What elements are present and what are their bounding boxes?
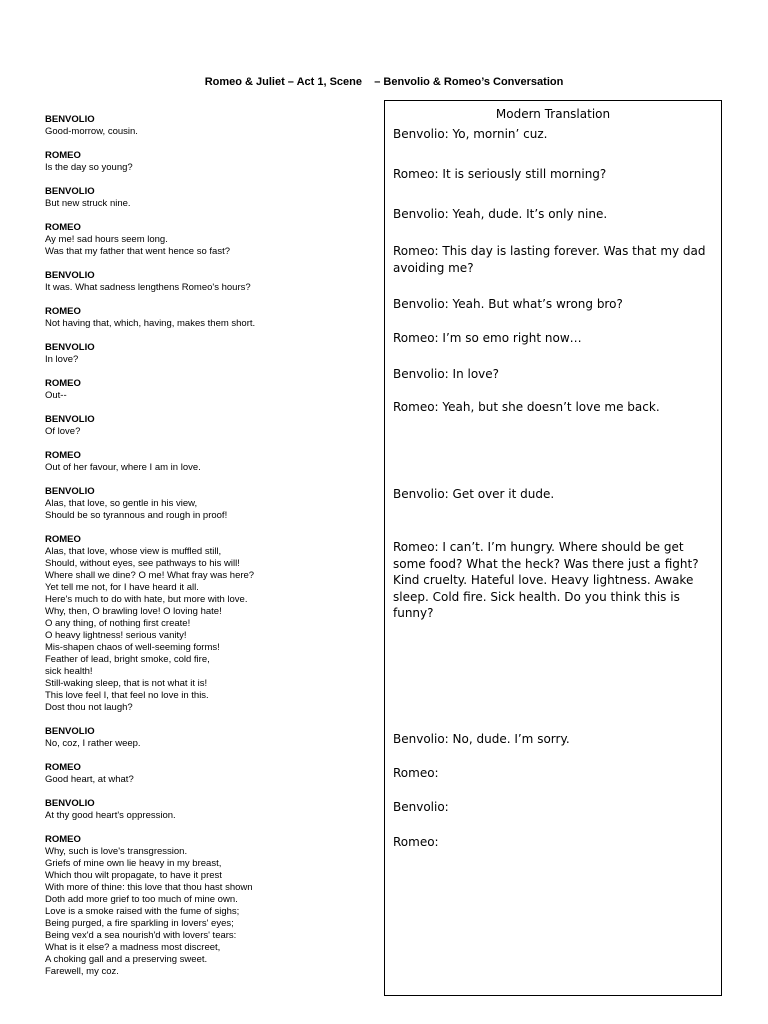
speech-block — [45, 534, 375, 714]
speech-line: Of love? — [45, 426, 81, 437]
speech-line: It was. What sadness lengthens Romeo's hours? — [45, 282, 251, 293]
translation-line: Romeo: — [393, 766, 439, 780]
speech-block — [45, 186, 375, 210]
title-part-1: Romeo & Juliet – Act 1, Scene — [204, 76, 362, 88]
translation-heading: Modern Translation — [495, 107, 611, 121]
speech-line: Out-- — [45, 390, 67, 401]
translation-line: Romeo: It is seriously still morning? — [393, 167, 607, 181]
speech-line: A choking gall and a preserving sweet. — [45, 954, 208, 965]
speaker-name: ROMEO — [45, 150, 81, 161]
speech-block — [45, 306, 375, 330]
speech-block — [45, 798, 375, 822]
speech-block — [45, 486, 375, 522]
speech-line: Griefs of mine own lie heavy in my breast, — [45, 858, 222, 869]
translation-line: Benvolio: — [393, 800, 449, 814]
speaker-name: BENVOLIO — [45, 114, 95, 125]
speech-line: Doth add more grief to too much of mine own. — [45, 894, 238, 905]
speech-line: Here's much to do with hate, but more with love. — [45, 594, 248, 605]
speech-line: Mis-shapen chaos of well-seeming forms! — [45, 642, 220, 653]
speech-line: Still-waking sleep, that is not what it is! — [45, 678, 208, 689]
speech-line: In love? — [45, 354, 79, 365]
speech-line: Being vex'd a sea nourish'd with lovers' tears: — [45, 930, 237, 941]
speaker-name: BENVOLIO — [45, 342, 95, 353]
speech-block — [45, 342, 375, 366]
speech-line: This love feel I, that feel no love in this. — [45, 690, 209, 701]
speech-line: Feather of lead, bright smoke, cold fire, — [45, 654, 210, 665]
speaker-name: BENVOLIO — [45, 726, 95, 737]
speaker-name: BENVOLIO — [45, 486, 95, 497]
speech-line: Should, without eyes, see pathways to his will! — [45, 558, 240, 569]
translation-line: Benvolio: No, dude. I’m sorry. — [393, 732, 570, 746]
speech-line: Alas, that love, so gentle in his view, — [45, 498, 198, 509]
translation-line: Romeo: — [393, 835, 439, 849]
speech-line: Good-morrow, cousin. — [45, 126, 138, 137]
speech-line: Love is a smoke raised with the fume of sighs; — [45, 906, 240, 917]
speech-block — [45, 150, 375, 174]
speech-block — [45, 762, 375, 786]
speech-line: O heavy lightness! serious vanity! — [45, 630, 187, 641]
speech-block — [45, 450, 375, 474]
speech-block — [45, 726, 375, 750]
speech-line: With more of thine: this love that thou hast shown — [45, 882, 253, 893]
speech-line: Which thou wilt propagate, to have it prest — [45, 870, 222, 881]
translation-line: Romeo: I’m so emo right now… — [393, 331, 582, 345]
speaker-name: ROMEO — [45, 378, 81, 389]
speech-block — [45, 414, 375, 438]
speech-line: At thy good heart's oppression. — [45, 810, 176, 821]
speech-line: Out of her favour, where I am in love. — [45, 462, 201, 473]
translation-line: Romeo: Yeah, but she doesn’t love me back. — [393, 400, 660, 414]
speech-line: Where shall we dine? O me! What fray was here? — [45, 570, 255, 581]
speech-line: Dost thou not laugh? — [45, 702, 133, 713]
speaker-name: BENVOLIO — [45, 270, 95, 281]
translation-line: Benvolio: Yeah, dude. It’s only nine. — [393, 207, 608, 221]
speaker-name: ROMEO — [45, 222, 81, 233]
speech-line: What is it else? a madness most discreet, — [45, 942, 221, 953]
speech-line: Was that my father that went hence so fast? — [45, 246, 230, 257]
speech-line: Farewell, my coz. — [45, 966, 119, 977]
speech-line: Why, then, O brawling love! O loving hate! — [45, 606, 222, 617]
translation-line: Benvolio: In love? — [393, 367, 500, 381]
speech-block — [45, 378, 375, 402]
speaker-name: ROMEO — [45, 762, 81, 773]
translation-line: Benvolio: Yo, mornin’ cuz. — [393, 127, 548, 141]
speech-line: Ay me! sad hours seem long. — [45, 234, 168, 245]
speaker-name: ROMEO — [45, 834, 81, 845]
speech-line: No, coz, I rather weep. — [45, 738, 141, 749]
speech-line: Good heart, at what? — [45, 774, 134, 785]
speech-line: Why, such is love's transgression. — [45, 846, 188, 857]
speech-line: O any thing, of nothing first create! — [45, 618, 191, 629]
speech-block — [45, 270, 375, 294]
speech-line: Is the day so young? — [45, 162, 133, 173]
translation-line: Benvolio: Yeah. But what’s wrong bro? — [393, 297, 623, 311]
speaker-name: BENVOLIO — [45, 798, 95, 809]
title-part-2: – Benvolio & Romeo’s Conversation — [374, 76, 564, 88]
speaker-name: ROMEO — [45, 450, 81, 461]
speaker-name: BENVOLIO — [45, 186, 95, 197]
speaker-name: ROMEO — [45, 534, 81, 545]
translation-line: Romeo: This day is lasting forever. Was that my dad avoiding me? — [393, 244, 706, 275]
document-title — [0, 76, 768, 88]
speech-line: Not having that, which, having, makes them short. — [45, 318, 256, 329]
speech-line: Should be so tyrannous and rough in proof! — [45, 510, 228, 521]
speech-line: sick health! — [45, 666, 93, 677]
original-text-column — [45, 114, 375, 990]
speaker-name: BENVOLIO — [45, 414, 95, 425]
speech-line: But new struck nine. — [45, 198, 131, 209]
speech-line: Yet tell me not, for I have heard it all. — [45, 582, 199, 593]
translation-line: Benvolio: Get over it dude. — [393, 487, 555, 501]
speech-block — [45, 834, 375, 978]
speech-block — [45, 222, 375, 258]
speaker-name: ROMEO — [45, 306, 81, 317]
speech-line: Alas, that love, whose view is muffled still, — [45, 546, 222, 557]
modern-translation-box — [384, 100, 722, 996]
translation-line: Romeo: I can’t. I’m hungry. Where should be get some food? What the heck? Was there just a fight? Kind cruelty. Hateful love. Heavy lightness. Awake sleep. Cold fire. Sick health. Do you think this is funny? — [393, 540, 699, 620]
speech-block — [45, 114, 375, 138]
speech-line: Being purged, a fire sparkling in lovers' eyes; — [45, 918, 234, 929]
